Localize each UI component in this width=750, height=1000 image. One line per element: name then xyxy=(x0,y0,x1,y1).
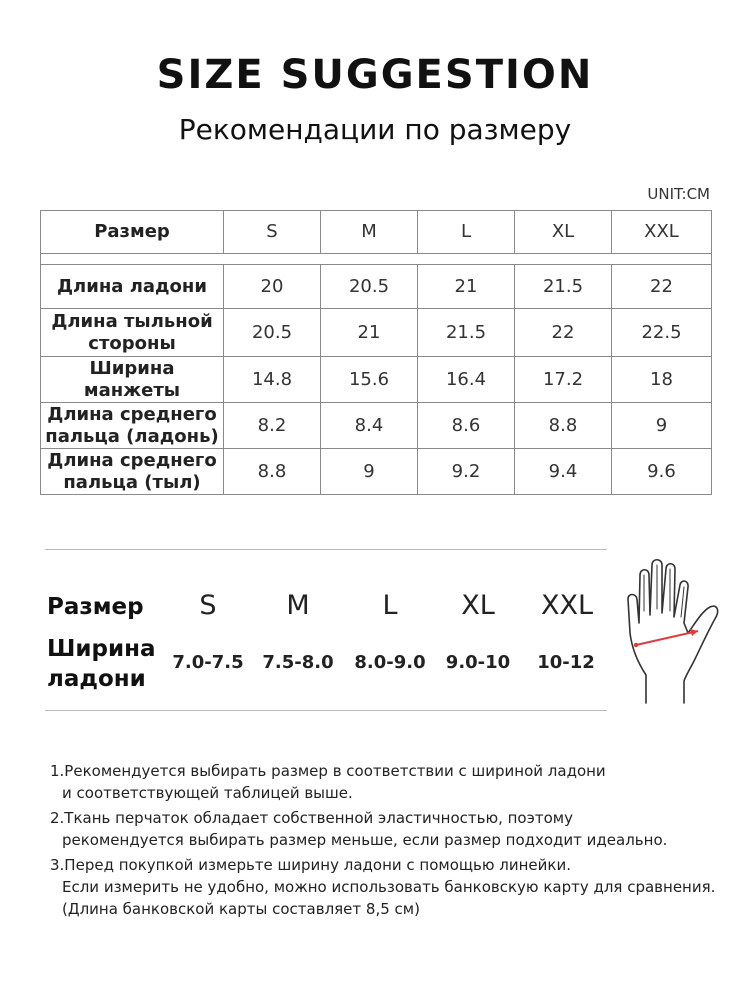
table-cell: 18 xyxy=(612,357,712,403)
palm-width-xl: 9.0-10 xyxy=(445,652,511,673)
table-cell: 22 xyxy=(515,309,612,357)
table-cell: 8.8 xyxy=(515,403,612,449)
table-row xyxy=(41,309,712,357)
size-chart-header-row xyxy=(41,211,712,254)
palm-size-l: L xyxy=(382,590,398,621)
table-cell: 22.5 xyxy=(612,309,712,357)
palm-size-label: Размер xyxy=(47,594,144,620)
table-cell: 9 xyxy=(321,449,418,495)
table-cell: 21 xyxy=(321,309,418,357)
palm-size-s: S xyxy=(199,590,217,621)
table-cell: 16.4 xyxy=(418,357,515,403)
row-label: Ширина манжеты xyxy=(41,357,224,403)
row-label: Длина ладони xyxy=(41,265,224,309)
table-cell: 22 xyxy=(612,265,712,309)
divider-bottom xyxy=(45,710,607,711)
note-item: 3.Перед покупкой измерьте ширину ладони с помощью линейки. Если измерить не удобно, можно использовать банковскую карту для сравнения. (Длина банковской карты составляет 8,5 см) xyxy=(50,856,716,918)
table-cell: 17.2 xyxy=(515,357,612,403)
table-row xyxy=(41,357,712,403)
palm-size-xl: XL xyxy=(461,590,495,621)
size-chart-table xyxy=(40,210,712,495)
palm-width-xxl: 10-12 xyxy=(537,652,595,673)
size-header-cell: S xyxy=(224,211,321,254)
palm-width-m: 7.5-8.0 xyxy=(262,652,334,673)
page-subtitle: Рекомендации по размеру xyxy=(178,113,572,146)
table-cell: 9.2 xyxy=(418,449,515,495)
row-label: Длина тыльной стороны xyxy=(41,309,224,357)
table-cell: 20 xyxy=(224,265,321,309)
hand-measure-icon xyxy=(624,553,724,708)
page-title: SIZE SUGGESTION xyxy=(156,52,594,98)
notes-list xyxy=(50,760,730,923)
row-label: Длина среднего пальца (тыл) xyxy=(41,449,224,495)
table-cell: 20.5 xyxy=(321,265,418,309)
table-cell: 9.6 xyxy=(612,449,712,495)
note-item: 2.Ткань перчаток обладает собственной эластичностью, поэтому рекомендуется выбирать размер меньше, если размер подходит идеально. xyxy=(50,809,668,849)
size-header-cell: L xyxy=(418,211,515,254)
table-row xyxy=(41,265,712,309)
palm-size-xxl: XXL xyxy=(540,590,594,621)
table-cell: 8.8 xyxy=(224,449,321,495)
table-cell: 15.6 xyxy=(321,357,418,403)
table-cell: 8.6 xyxy=(418,403,515,449)
size-header-cell: M xyxy=(321,211,418,254)
palm-width-s: 7.0-7.5 xyxy=(172,652,244,673)
table-row xyxy=(41,403,712,449)
unit-label: UNIT:CM xyxy=(647,185,710,203)
palm-size-m: M xyxy=(286,590,310,621)
table-cell: 8.4 xyxy=(321,403,418,449)
table-cell: 8.2 xyxy=(224,403,321,449)
size-header-cell: XXL xyxy=(612,211,712,254)
table-spacer-row xyxy=(41,254,712,265)
table-cell: 14.8 xyxy=(224,357,321,403)
table-cell: 21.5 xyxy=(418,309,515,357)
palm-width-l: 8.0-9.0 xyxy=(354,652,426,673)
size-header-label: Размер xyxy=(41,211,224,254)
palm-width-label: Ширина ладони xyxy=(47,636,156,692)
table-cell: 21.5 xyxy=(515,265,612,309)
row-label: Длина среднего пальца (ладонь) xyxy=(41,403,224,449)
table-cell: 21 xyxy=(418,265,515,309)
table-cell: 9 xyxy=(612,403,712,449)
table-cell: 9.4 xyxy=(515,449,612,495)
table-row xyxy=(41,449,712,495)
table-cell: 20.5 xyxy=(224,309,321,357)
size-header-cell: XL xyxy=(515,211,612,254)
divider-top xyxy=(45,549,607,550)
note-item: 1.Рекомендуется выбирать размер в соответствии с шириной ладони и соответствующей таблицей выше. xyxy=(50,762,606,802)
